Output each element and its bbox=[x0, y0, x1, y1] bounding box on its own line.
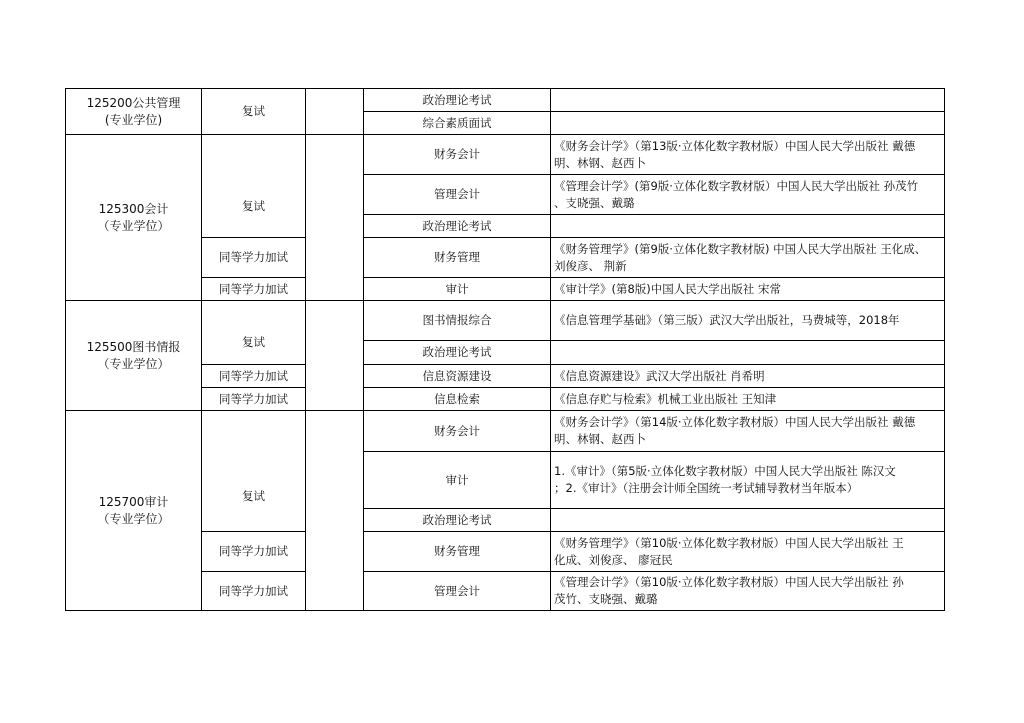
reference-cell bbox=[551, 365, 945, 388]
exam-type-cell: 同等学力加试 bbox=[202, 278, 306, 301]
reference-line: 茂竹、支晓强、戴璐 bbox=[554, 592, 658, 606]
reference-cell bbox=[551, 411, 945, 452]
subject-cell: 政治理论考试 bbox=[364, 89, 551, 112]
subject-cell: 财务会计 bbox=[364, 411, 551, 452]
subject-cell: 信息检索 bbox=[364, 388, 551, 411]
subject-cell: 财务会计 bbox=[364, 135, 551, 175]
major-degree-type: （专业学位） bbox=[97, 511, 170, 526]
major-cell bbox=[66, 301, 202, 411]
subject-cell: 财务管理 bbox=[364, 532, 551, 572]
major-cell bbox=[66, 89, 202, 135]
reference-cell bbox=[551, 572, 945, 611]
reference-line: 《信息资源建设》武汉大学出版社 肖希明 bbox=[554, 368, 765, 383]
reference-cell bbox=[551, 509, 945, 532]
exam-type-cell: 同等学力加试 bbox=[202, 238, 306, 278]
reference-cell bbox=[551, 215, 945, 238]
major-name: 125200公共管理 bbox=[86, 95, 181, 110]
exam-type-cell: 同等学力加试 bbox=[202, 365, 306, 388]
table-row bbox=[66, 301, 945, 341]
reference-line: 、支晓强、戴璐 bbox=[554, 195, 635, 210]
reference-line: 明、林钢、赵西卜 bbox=[554, 432, 646, 446]
subject-cell: 审计 bbox=[364, 452, 551, 509]
reference-line: 明、林钢、赵西卜 bbox=[554, 155, 646, 170]
reference-cell bbox=[551, 112, 945, 135]
subject-cell: 财务管理 bbox=[364, 238, 551, 278]
empty-cell bbox=[306, 135, 364, 301]
empty-cell bbox=[306, 89, 364, 135]
subject-cell: 政治理论考试 bbox=[364, 215, 551, 238]
major-degree-type: (专业学位) bbox=[104, 112, 163, 127]
exam-type-cell: 同等学力加试 bbox=[202, 388, 306, 411]
reference-cell bbox=[551, 135, 945, 175]
exam-type-cell: 复试 bbox=[202, 411, 306, 532]
major-cell bbox=[66, 411, 202, 611]
exam-type-cell: 复试 bbox=[202, 135, 306, 238]
reference-line: 《财务管理学》(第9版·立体化数字教材版) 中国人民大学出版社 王化成、 bbox=[554, 241, 927, 256]
exam-type-cell: 复试 bbox=[202, 89, 306, 135]
reference-cell bbox=[551, 452, 945, 509]
subject-cell: 图书情报综合 bbox=[364, 301, 551, 341]
reference-line: 化成、刘俊彦、 廖冠民 bbox=[554, 552, 673, 567]
reference-line: 《信息存贮与检索》机械工业出版社 王知津 bbox=[554, 391, 777, 406]
table-row bbox=[66, 411, 945, 452]
major-degree-type: （专业学位） bbox=[97, 356, 170, 371]
reference-cell bbox=[551, 238, 945, 278]
reference-cell bbox=[551, 278, 945, 301]
reference-cell bbox=[551, 532, 945, 572]
reference-cell bbox=[551, 89, 945, 112]
table-row bbox=[66, 89, 945, 112]
major-name: 125500图书情报 bbox=[86, 339, 181, 354]
reference-line: 《财务会计学》（第13版·立体化数字教材版）中国人民大学出版社 戴德 bbox=[554, 138, 916, 153]
exam-type-cell: 复试 bbox=[202, 301, 306, 365]
exam-type-cell: 同等学力加试 bbox=[202, 572, 306, 611]
major-cell bbox=[66, 135, 202, 301]
empty-cell bbox=[306, 301, 364, 411]
reference-line: 1.《审计》（第5版·立体化数字教材版）中国人民大学出版社 陈汉文 bbox=[554, 464, 896, 478]
subject-cell: 综合素质面试 bbox=[364, 112, 551, 135]
reference-line: 《财务会计学》（第14版·立体化数字教材版）中国人民大学出版社 戴德 bbox=[554, 415, 916, 429]
reference-line: 《审计学》(第8版)中国人民大学出版社 宋常 bbox=[554, 281, 781, 296]
exam-type-cell: 同等学力加试 bbox=[202, 532, 306, 572]
major-degree-type: （专业学位） bbox=[97, 218, 170, 233]
reference-cell bbox=[551, 175, 945, 215]
empty-cell bbox=[306, 411, 364, 611]
major-name: 125300会计 bbox=[98, 201, 169, 216]
reference-cell bbox=[551, 301, 945, 341]
subject-cell: 管理会计 bbox=[364, 572, 551, 611]
reference-cell bbox=[551, 388, 945, 411]
reference-line: 刘俊彦、 荆新 bbox=[554, 258, 627, 273]
subject-cell: 管理会计 bbox=[364, 175, 551, 215]
subject-cell: 审计 bbox=[364, 278, 551, 301]
reference-line: 《管理会计学》(第9版·立体化数字教材版）中国人民大学出版社 孙茂竹 bbox=[554, 178, 919, 193]
table-row bbox=[66, 135, 945, 175]
reference-line: 《管理会计学》（第10版·立体化数字教材版）中国人民大学出版社 孙 bbox=[554, 575, 904, 589]
reference-cell bbox=[551, 341, 945, 365]
subject-cell: 政治理论考试 bbox=[364, 341, 551, 365]
subject-cell: 信息资源建设 bbox=[364, 365, 551, 388]
reference-line: 《财务管理学》（第10版·立体化数字教材版）中国人民大学出版社 王 bbox=[554, 535, 904, 550]
reference-line: 《信息管理学基础》（第三版）武汉大学出版社，马费城等，2018年 bbox=[554, 313, 900, 327]
subject-cell: 政治理论考试 bbox=[364, 509, 551, 532]
exam-subjects-table bbox=[65, 88, 945, 611]
major-name: 125700审计 bbox=[98, 494, 169, 509]
reference-line: ；2.《审计》（注册会计师全国统一考试辅导教材当年版本） bbox=[554, 481, 859, 495]
